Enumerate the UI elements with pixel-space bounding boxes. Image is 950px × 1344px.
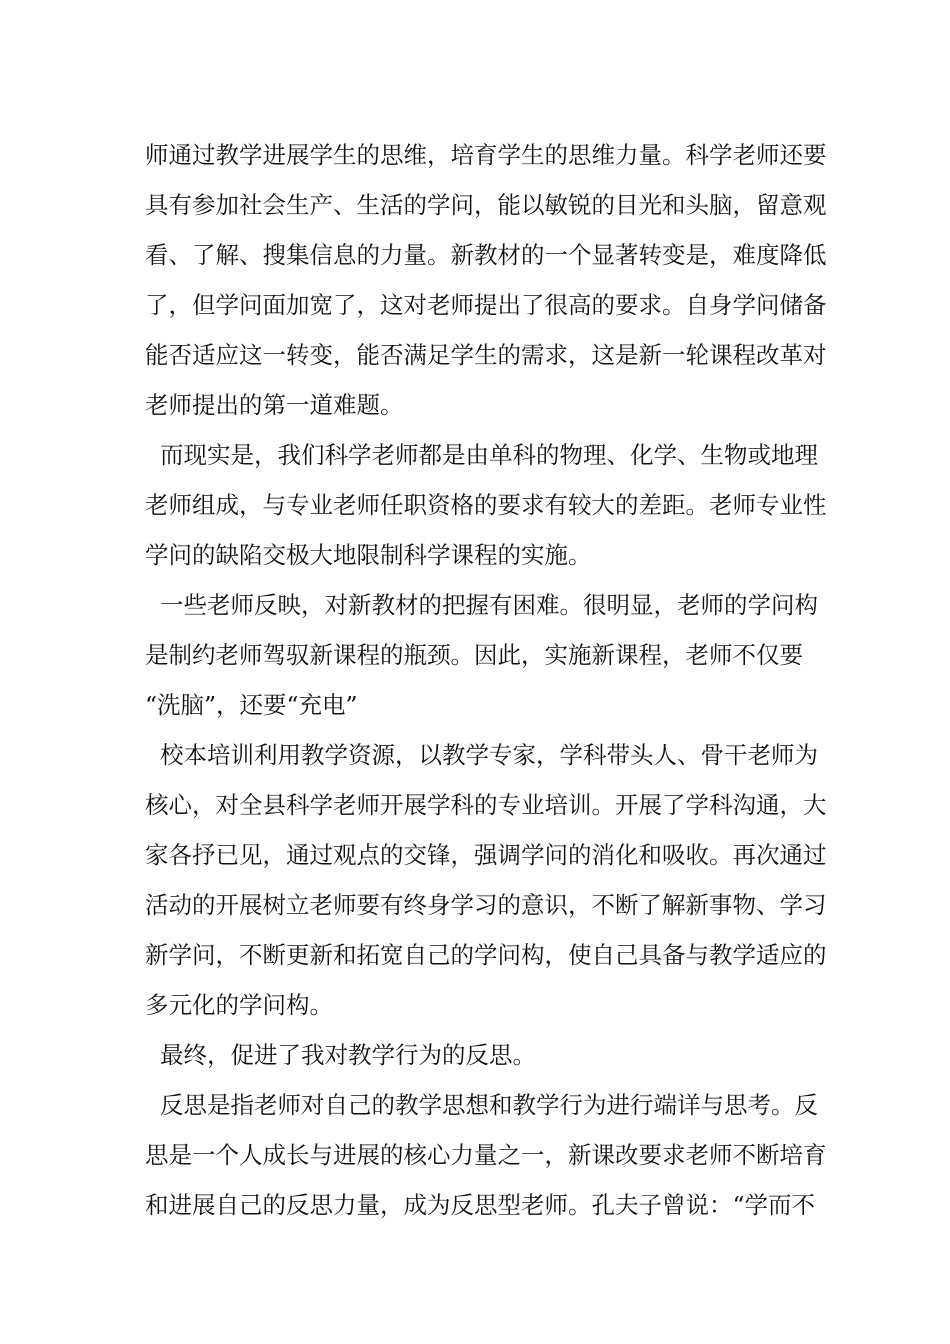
text-line: 学问的缺陷交极大地限制科学课程的实施。 (145, 541, 592, 569)
text-line: 多元化的学问构。 (145, 991, 333, 1019)
text-line: 老师提出的第一道难题。 (145, 391, 404, 419)
text-line: 了，但学问面加宽了，这对老师提出了很高的要求。自身学问储备 (145, 291, 827, 319)
text-line: 能否适应这一转变，能否满足学生的需求，这是新一轮课程改革对 (145, 341, 827, 369)
body-text (145, 130, 827, 1230)
text-line: 思是一个人成长与进展的核心力量之一，新课改要求老师不断培育 (145, 1141, 827, 1169)
text-line: 反思是指老师对自己的教学思想和教学行为进行端详与思考。反 (145, 1091, 818, 1119)
text-line: 校本培训利用教学资源，以教学专家，学科带头人、骨干老师为 (145, 741, 818, 769)
text-line: 和进展自己的反思力量，成为反思型老师。孔夫子曾说：“学而不 (145, 1191, 816, 1219)
text-line: 最终，促进了我对教学行为的反思。 (145, 1041, 536, 1069)
text-line: 活动的开展树立老师要有终身学习的意识，不断了解新事物、学习 (145, 891, 827, 919)
text-line: “洗脑”，还要“充电” (145, 691, 358, 719)
text-line: 具有参加社会生产、生活的学问，能以敏锐的目光和头脑，留意观 (145, 191, 827, 219)
text-line: 师通过教学进展学生的思维，培育学生的思维力量。科学老师还要 (145, 141, 827, 169)
text-line: 而现实是，我们科学老师都是由单科的物理、化学、生物或地理 (145, 441, 818, 469)
text-line: 是制约老师驾驭新课程的瓶颈。因此，实施新课程，老师不仅要 (145, 641, 803, 669)
text-line: 家各抒已见，通过观点的交锋，强调学问的消化和吸收。再次通过 (145, 841, 827, 869)
text-line: 一些老师反映，对新教材的把握有困难。很明显，老师的学问构 (145, 591, 818, 619)
text-line: 核心，对全县科学老师开展学科的专业培训。开展了学科沟通，大 (145, 791, 827, 819)
text-line: 看、了解、搜集信息的力量。新教材的一个显著转变是，难度降低 (145, 241, 827, 269)
text-line: 新学问，不断更新和拓宽自己的学问构，使自己具备与教学适应的 (145, 941, 827, 969)
text-line: 老师组成，与专业老师任职资格的要求有较大的差距。老师专业性 (145, 491, 827, 519)
